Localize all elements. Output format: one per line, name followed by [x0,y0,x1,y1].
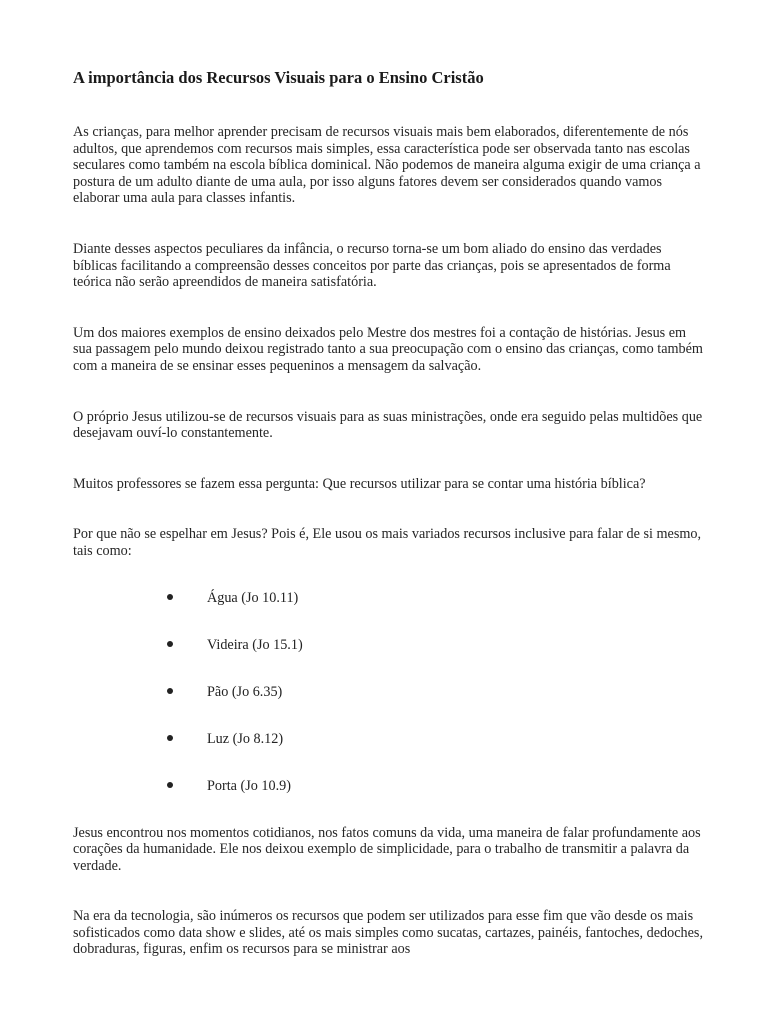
list-item-text: Água (Jo 10.11) [207,589,299,606]
paragraph-2: Diante desses aspectos peculiares da infância, o recurso torna-se um bom aliado do ensino das verdades bíblicas facilitando a compreensão desses conceitos por parte das crianças, pois se apresentados de forma teórica não serão apreendidos de maneira satisfatória. [73,240,671,291]
list-item [73,590,703,637]
document-page [73,68,703,958]
paragraph-7: Jesus encontrou nos momentos cotidianos, nos fatos comuns da vida, uma maneira de falar profundamente aos corações da humanidade. Ele nos deixou exemplo de simplicidade, para o trabalho de transmitir a palavra da verdade. [73,824,701,874]
list-item [73,778,703,825]
bullet-icon [167,688,173,694]
paragraph-1: As crianças, para melhor aprender precisam de recursos visuais mais bem elaborados, diferentemente de nós adultos, que aprendemos com recursos mais simples, essa característica pode ser observada tanto nas escolas seculares como também na escola bíblica dominical. Não podemos de maneira alguma exigir de uma criança a postura de um adulto diante de uma aula, por isso alguns fatores devem ser considerados quando vamos elaborar uma aula para classes infantis. [73,124,701,207]
document-title: A importância dos Recursos Visuais para o Ensino Cristão [73,68,484,87]
list-item-text: Luz (Jo 8.12) [207,730,284,747]
paragraph-4: O próprio Jesus utilizou-se de recursos visuais para as suas ministrações, onde era seguido pelas multidões que desejavam ouví-lo constantemente. [73,408,703,442]
list-item [73,637,703,684]
list-item-text: Porta (Jo 10.9) [207,777,291,794]
bullet-icon [167,641,173,647]
bullet-icon [167,735,173,741]
bullet-list [73,590,703,825]
paragraph-6: Por que não se espelhar em Jesus? Pois é, Ele usou os mais variados recursos inclusive para falar de si mesmo, tais como: [73,526,702,559]
paragraph-3: Um dos maiores exemplos de ensino deixados pelo Mestre dos mestres foi a contação de histórias. Jesus em sua passagem pelo mundo deixou registrado tanto a sua preocupação com o ensino das crianças, como também com a maneira de se ensinar esses pequeninos a mensagem da salvação. [73,324,703,374]
bullet-icon [167,594,173,600]
list-item-text: Videira (Jo 15.1) [207,636,303,653]
paragraph-8: Na era da tecnologia, são inúmeros os recursos que podem ser utilizados para esse fim que vão desde os mais sofisticados como data show e slides, até os mais simples como sucatas, cartazes, painéis, fantoches, dedoches, dobraduras, figuras, enfim os recursos para se ministrar aos [73,908,703,958]
paragraph-5: Muitos professores se fazem essa pergunta: Que recursos utilizar para se contar uma história bíblica? [73,475,646,492]
list-item-text: Pão (Jo 6.35) [207,683,283,700]
list-item [73,731,703,778]
list-item [73,684,703,731]
bullet-icon [167,782,173,788]
